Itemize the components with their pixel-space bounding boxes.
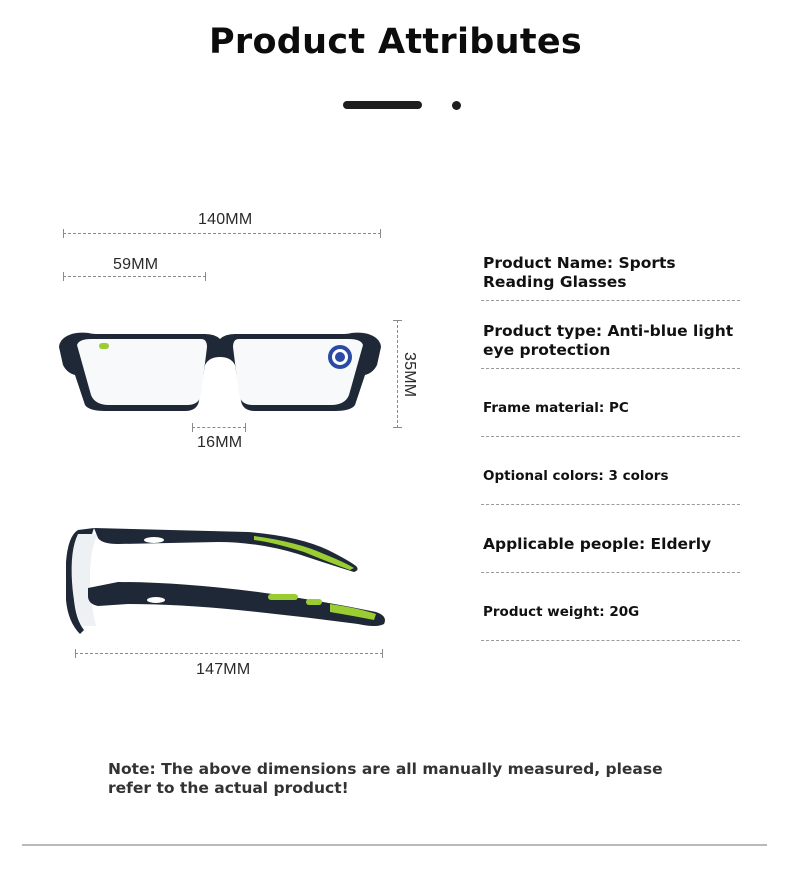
attribute-divider (481, 504, 740, 505)
temple-length-line (75, 653, 383, 654)
attribute-text: Optional colors: 3 colors (483, 468, 669, 484)
lens-width-line (63, 276, 206, 277)
decorative-bar (343, 101, 422, 109)
page-title: Product Attributes (208, 22, 583, 62)
attribute-text: Frame material: PC (483, 400, 629, 416)
attribute-frame-material (483, 399, 741, 418)
attribute-divider (481, 368, 740, 369)
bridge-width-line (192, 427, 246, 428)
bridge-width-label: 16MM (197, 434, 243, 451)
attribute-divider (481, 436, 740, 437)
attribute-text: Product type: Anti-blue light eye protection (483, 322, 734, 359)
total-width-line (63, 233, 381, 234)
attribute-divider (481, 572, 740, 573)
attribute-applicable-people (483, 535, 741, 554)
total-width-label: 140MM (198, 211, 253, 228)
lens-height-label: 35MM (401, 352, 418, 398)
attribute-divider (481, 640, 740, 641)
attribute-product-name (483, 254, 741, 292)
bottom-divider (22, 844, 767, 846)
lens-height-line (397, 320, 398, 428)
glasses-side-image (58, 522, 393, 642)
attribute-text: Product Name: Sports Reading Glasses (483, 254, 676, 291)
glasses-front-image (55, 325, 385, 415)
decorative-dot (452, 101, 461, 110)
lens-width-label: 59MM (113, 256, 159, 273)
attribute-product-type (483, 322, 741, 360)
measurement-note: Note: The above dimensions are all manually measured, please refer to the actual product! (108, 760, 663, 797)
attribute-text: Applicable people: Elderly (483, 535, 712, 553)
attribute-text: Product weight: 20G (483, 604, 640, 620)
attribute-optional-colors (483, 467, 741, 486)
attribute-divider (481, 300, 740, 301)
temple-length-label: 147MM (196, 661, 251, 678)
attribute-product-weight (483, 603, 741, 622)
